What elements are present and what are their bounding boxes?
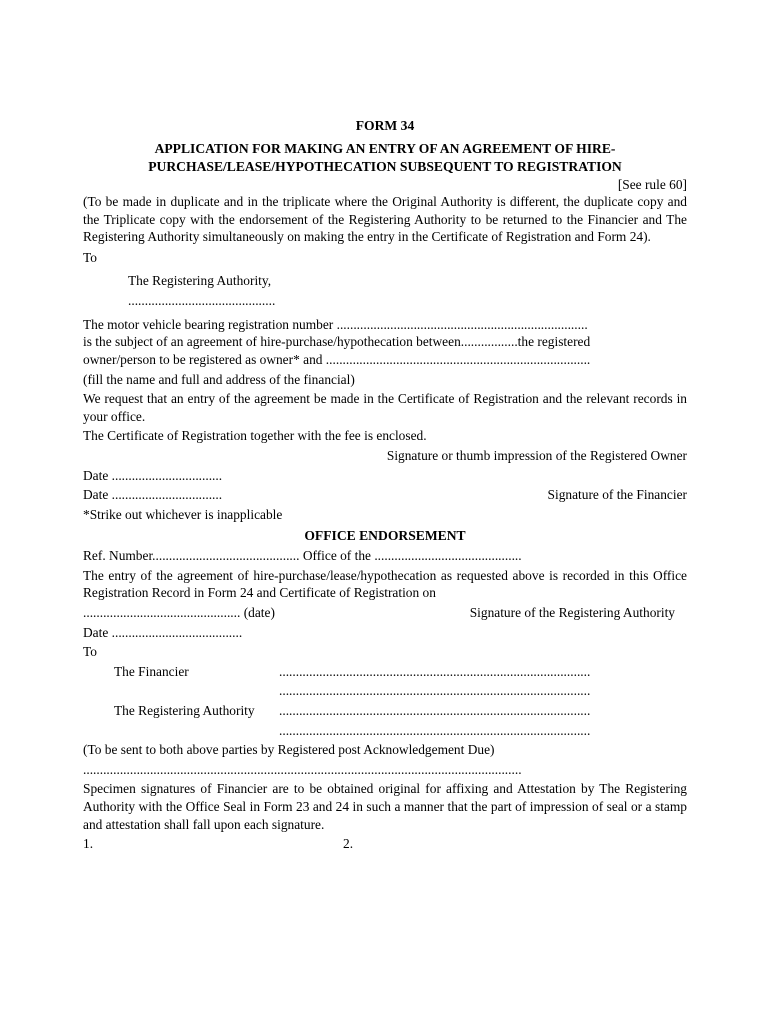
financier-label: The Financier	[114, 663, 189, 679]
addressee: The Registering Authority,	[128, 272, 272, 288]
form-title-line-2: PURCHASE/LEASE/HYPOTHECATION SUBSEQUENT TO REGISTRATION	[148, 158, 622, 174]
addressee-dots: ............................................	[128, 293, 276, 309]
owner-line: owner/person to be registered as owner* and ...............................................................................	[83, 351, 591, 367]
vehicle-line: The motor vehicle bearing registration number ...........................................................................	[83, 316, 588, 332]
authority-dots-2: .............................................................................................	[279, 722, 591, 738]
entry-date-dots: ............................................... (date)	[83, 605, 275, 621]
signature-slots	[83, 835, 687, 853]
date-field-2: Date .................................	[83, 487, 223, 503]
specimen-paragraph: Specimen signatures of Financier are to be obtained original for affixing and Attestation by The Registering Authority with the Office Seal in Form 23 and 24 in such a manner that the part of impression of seal or a stamp and attestation shall fall upon each signature.	[83, 781, 687, 832]
financier-dots-1: .............................................................................................	[279, 663, 591, 679]
intro-paragraph: (To be made in duplicate and in the triplicate where the Original Authority is different, the duplicate copy and the Triplicate copy with the endorsement of the Registering Authority to be returned to the Financier and The Registering Authority simultaneously on making the entry in the Certificate of Registration and Form 24).	[83, 194, 687, 245]
form-number: FORM 34	[355, 118, 415, 133]
financier-dots-2: .............................................................................................	[279, 683, 591, 699]
long-dots-line: ...................................................................................................................................	[83, 761, 522, 777]
signature-slot-1: 1.	[83, 836, 94, 852]
owner-signature-label: Signature or thumb impression of the Registered Owner	[386, 447, 687, 463]
financier-row	[83, 663, 687, 681]
office-endorsement-heading: OFFICE ENDORSEMENT	[304, 528, 466, 544]
registering-authority-label: The Registering Authority	[114, 703, 255, 719]
to-label: To	[83, 249, 97, 265]
enclosed-line: The Certificate of Registration together with the fee is enclosed.	[83, 428, 427, 444]
authority-row-2	[83, 722, 687, 740]
date-financier-row	[83, 486, 687, 504]
post-note: (To be sent to both above parties by Registered post Acknowledgement Due)	[83, 742, 495, 758]
authority-signature-label: Signature of the Registering Authority	[469, 605, 675, 621]
endorsement-date: Date .......................................	[83, 624, 243, 640]
signature-slot-2: 2.	[343, 836, 354, 852]
endorsement-body: The entry of the agreement of hire-purchase/lease/hypothecation as requested above is recorded in this Office Registration Record in Form 24 and Certificate of Registration on	[83, 567, 687, 601]
date-field-1: Date .................................	[83, 467, 223, 483]
financier-row-2	[83, 682, 687, 700]
subject-line: is the subject of an agreement of hire-purchase/hypothecation between.................the registered	[83, 334, 591, 350]
strike-note: *Strike out whichever is inapplicable	[83, 506, 283, 522]
authority-row	[83, 702, 687, 720]
rule-reference: [See rule 60]	[617, 176, 687, 192]
fill-note: (fill the name and full and address of the financial)	[83, 371, 355, 387]
endorsement-to-label: To	[83, 644, 97, 660]
date-authority-row	[83, 604, 687, 622]
request-paragraph: We request that an entry of the agreement be made in the Certificate of Registration and the relevant records in your office.	[83, 391, 687, 424]
ref-number-line: Ref. Number............................................ Office of the ............................................	[83, 548, 522, 564]
authority-dots-1: .............................................................................................	[279, 703, 591, 719]
form-page	[83, 114, 687, 853]
financier-signature-label: Signature of the Financier	[547, 487, 687, 503]
form-title-line-1: APPLICATION FOR MAKING AN ENTRY OF AN AGREEMENT OF HIRE-	[154, 140, 616, 156]
